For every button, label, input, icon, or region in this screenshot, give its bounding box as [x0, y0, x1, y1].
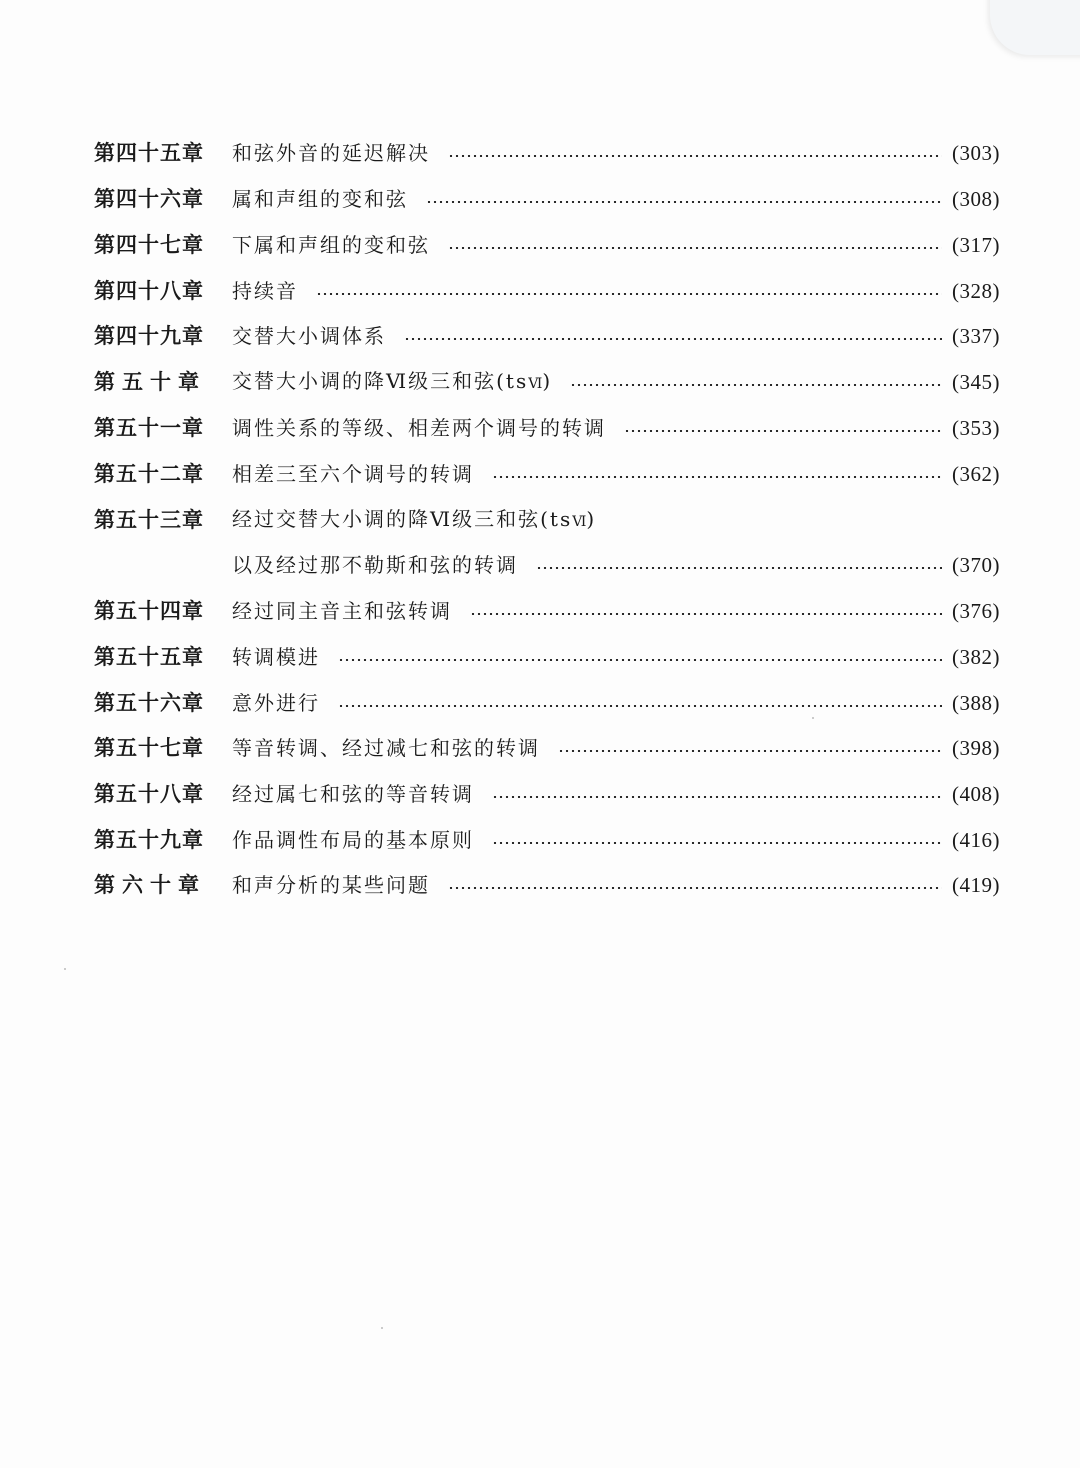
toc-row-56 — [94, 688, 1000, 718]
dot-leader — [536, 567, 942, 569]
page-number: (416) — [952, 828, 1000, 852]
toc-row-49 — [94, 321, 1000, 351]
dot-leader — [492, 842, 942, 844]
chapter-title: 经过属七和弦的等音转调 — [232, 782, 474, 806]
chapter-title: 调性关系的等级、相差两个调号的转调 — [232, 416, 606, 440]
page-number: (419) — [952, 873, 1000, 897]
chapter-title — [232, 504, 614, 537]
toc-row-54 — [94, 596, 1000, 626]
toc-row-53-continuation — [94, 550, 1000, 580]
chapter-title: 属和声组的变和弦 — [232, 187, 408, 211]
scan-speck — [812, 717, 814, 719]
page-number: (328) — [952, 279, 1000, 303]
scan-speck — [64, 968, 66, 970]
chapter-title: 和声分析的某些问题 — [232, 873, 430, 897]
dot-leader — [492, 476, 942, 478]
toc-row-51 — [94, 413, 1000, 443]
chapter-title: 意外进行 — [232, 691, 320, 715]
toc-row-60 — [94, 870, 1000, 900]
toc-row-45 — [94, 138, 1000, 168]
chapter-number: 第四十五章 — [94, 140, 204, 165]
page-number: (398) — [952, 736, 1000, 760]
dot-leader — [492, 796, 942, 798]
chapter-title: 等音转调、经过减七和弦的转调 — [232, 736, 540, 760]
chapter-number: 第五十六章 — [94, 690, 204, 715]
dot-leader — [558, 750, 942, 752]
toc-row-53 — [94, 505, 1000, 535]
toc-row-58 — [94, 779, 1000, 809]
chapter-title-continuation: 以及经过那不勒斯和弦的转调 — [232, 553, 518, 577]
page-number: (388) — [952, 691, 1000, 715]
chapter-title: 下属和声组的变和弦 — [232, 233, 430, 257]
chapter-title-subscript: Ⅵ — [528, 375, 543, 392]
toc-row-57 — [94, 733, 1000, 763]
chapter-number: 第四十八章 — [94, 278, 204, 303]
page-number: (370) — [952, 553, 1000, 577]
chapter-title — [232, 366, 570, 399]
chapter-number: 第四十六章 — [94, 186, 204, 211]
page-number: (317) — [952, 233, 1000, 257]
toc-row-46 — [94, 184, 1000, 214]
chapter-number: 第五十二章 — [94, 461, 204, 486]
page-number: (308) — [952, 187, 1000, 211]
page-number: (376) — [952, 599, 1000, 623]
chapter-number: 第五十三章 — [94, 507, 204, 532]
chapter-title: 转调模进 — [232, 645, 320, 669]
dot-leader — [338, 659, 942, 661]
dot-leader — [338, 705, 942, 707]
toc-row-55 — [94, 642, 1000, 672]
chapter-number: 第五十五章 — [94, 644, 204, 669]
page-number: (303) — [952, 141, 1000, 165]
chapter-title-main: 交替大小调的降Ⅵ级三和弦(ts — [232, 368, 529, 393]
chapter-number: 第五十九章 — [94, 827, 204, 852]
dot-leader — [404, 338, 942, 340]
chapter-number: 第五十章 — [94, 369, 206, 394]
toc-row-59 — [94, 825, 1000, 855]
chapter-title: 经过同主音主和弦转调 — [232, 599, 452, 623]
toc-row-47 — [94, 230, 1000, 260]
dot-leader — [448, 247, 942, 249]
page-number: (337) — [952, 324, 1000, 348]
dot-leader — [316, 293, 942, 295]
dot-leader — [448, 155, 942, 157]
page-number: (382) — [952, 645, 1000, 669]
dot-leader — [448, 887, 942, 889]
page-number: (345) — [952, 370, 1000, 394]
chapter-title: 作品调性布局的基本原则 — [232, 828, 474, 852]
chapter-title-end: ) — [586, 506, 597, 531]
scan-speck — [381, 1327, 383, 1329]
chapter-number: 第五十四章 — [94, 598, 204, 623]
chapter-title-end: ) — [542, 368, 553, 393]
chapter-number: 第六十章 — [94, 872, 206, 897]
chapter-title: 和弦外音的延迟解决 — [232, 141, 430, 165]
chapter-number: 第四十七章 — [94, 232, 204, 257]
chapter-title: 相差三至六个调号的转调 — [232, 462, 474, 486]
toc-row-50 — [94, 367, 1000, 397]
chapter-title: 持续音 — [232, 279, 298, 303]
chapter-number: 第五十七章 — [94, 735, 204, 760]
toc-row-52 — [94, 459, 1000, 489]
page-number: (362) — [952, 462, 1000, 486]
chapter-title-subscript: Ⅵ — [572, 513, 587, 530]
chapter-number: 第五十八章 — [94, 781, 204, 806]
chapter-number: 第五十一章 — [94, 415, 204, 440]
chapter-title-main: 经过交替大小调的降Ⅵ级三和弦(ts — [232, 506, 573, 531]
toc-row-48 — [94, 276, 1000, 306]
chapter-title: 交替大小调体系 — [232, 324, 386, 348]
page-number: (353) — [952, 416, 1000, 440]
dot-leader — [570, 384, 942, 386]
chapter-number: 第四十九章 — [94, 323, 204, 348]
dot-leader — [470, 613, 942, 615]
dot-leader — [624, 430, 942, 432]
page-corner-tab[interactable] — [990, 0, 1080, 55]
page-number: (408) — [952, 782, 1000, 806]
dot-leader — [426, 201, 942, 203]
